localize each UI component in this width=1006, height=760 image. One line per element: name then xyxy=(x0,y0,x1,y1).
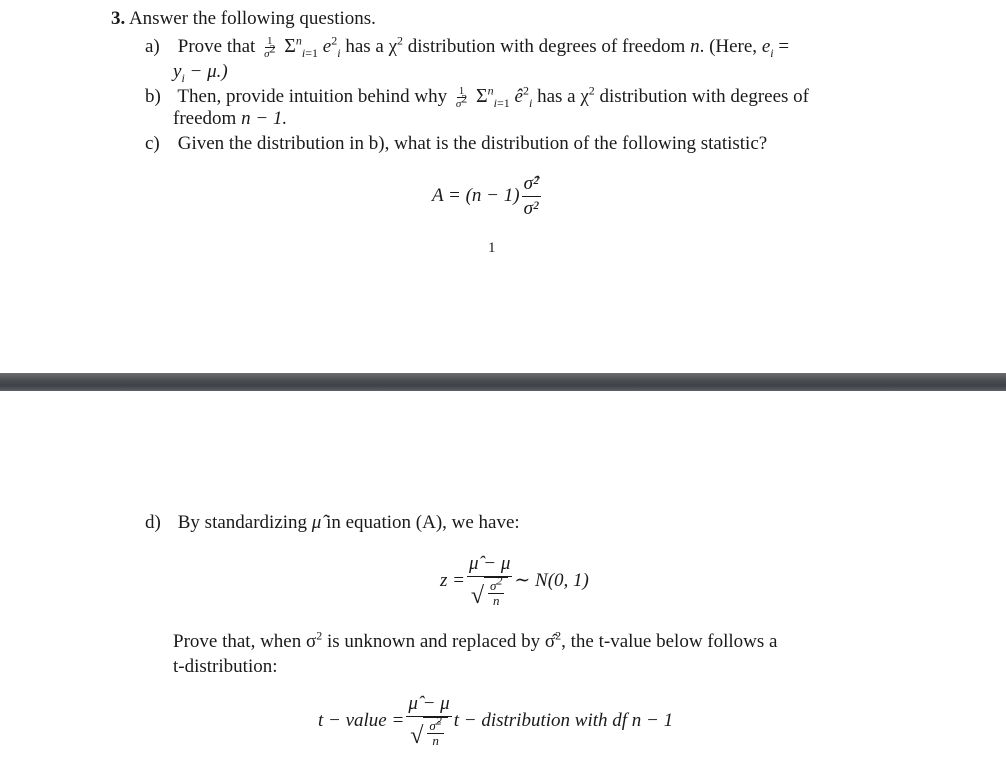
fraction-sigma-hat-over-sigma: $\frac{\text{σ̂²}}{\text{σ²}}$ xyxy=(523,173,539,219)
part-b-continued: freedom n − 1. xyxy=(173,108,288,129)
equation-z: z = μ̂ − μ √ $\frac{\sigma^2}{n}$ ∼ N(0, 1) xyxy=(440,553,589,610)
part-a-label: a) xyxy=(145,36,160,57)
page-number: 1 xyxy=(488,240,496,256)
sqrt-sigma-hat-squared-over-n: √ $\frac{\sigmâ^2}{n}$ xyxy=(410,717,448,749)
page-divider xyxy=(0,373,1006,391)
equation-t: t − value = μ̂ − μ √ $\frac{\sigmâ^2}{n}$ t − distribution with df n − 1 xyxy=(318,693,674,750)
fraction-one-over-sigma-squared: $\frac{1}{\sigma^2}$ xyxy=(455,85,468,111)
part-b-label: b) xyxy=(145,86,161,107)
part-c-label: c) xyxy=(145,133,160,154)
question-number: 3. xyxy=(111,8,126,29)
equation-A: A = (n − 1) $\frac{\text{σ̂²}}{\text{σ²}}$ xyxy=(432,173,539,219)
part-b: b) Then, provide intuition behind why $\frac{1}{\sigma^2}$ $\Sigma^n_{i=1}$ $ê^2_i$ has a $\chi^2$ distribution with degrees of xyxy=(145,83,810,111)
part-d-label: d) xyxy=(145,512,161,533)
part-a: a) Prove that $\frac{1}{\sigma^2}$ $\Sigma^n_{i=1}$ $e^2_i$ has a $\chi^2$ distribution with degrees of freedom n. (Here, $e_i$ = xyxy=(145,33,790,61)
fraction-t-statistic: μ̂ − μ √ $\frac{\sigmâ^2}{n}$ xyxy=(408,693,450,750)
sum-symbol: Σ xyxy=(284,35,296,57)
part-a-continued: $y_i - \mu$.) xyxy=(173,61,228,85)
fraction-one-over-sigma-squared: $\frac{1}{\sigma^2}$ xyxy=(264,35,276,61)
sqrt-sigma-squared-over-n: √ $\frac{\sigma^2}{n}$ xyxy=(471,577,509,609)
part-d: d) By standardizing μ̂ in equation (A), we have: xyxy=(145,511,520,536)
question-heading xyxy=(111,7,376,32)
part-c: c) Given the distribution in b), what is the distribution of the following statistic? xyxy=(145,132,767,157)
sum-symbol: Σ xyxy=(476,85,488,107)
fraction-standardized-mean: μ̂ − μ √ $\frac{\sigma^2}{n}$ xyxy=(468,553,511,610)
question-intro: Answer the following questions. xyxy=(128,8,376,29)
part-d-prove: Prove that, when $\sigma^2$ is unknown and replaced by σ̂$^2$, the t-value below follows a xyxy=(173,628,778,652)
part-d-prove-continued: t-distribution: xyxy=(173,656,278,677)
